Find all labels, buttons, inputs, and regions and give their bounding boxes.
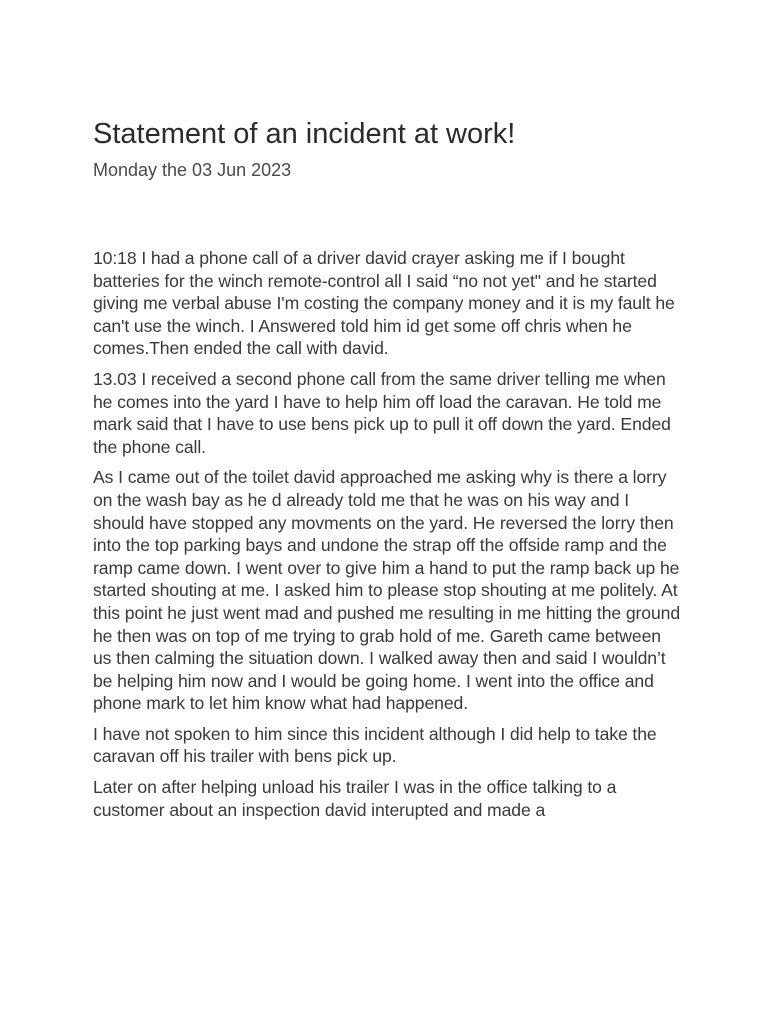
paragraph-aftermath: I have not spoken to him since this incident although I did help to take the caravan off his trailer with bens pick up.: [93, 723, 657, 767]
document-body: [93, 247, 683, 829]
document-title: Statement of an incident at work!: [93, 118, 516, 150]
paragraph-first-call: 10:18 I had a phone call of a driver david crayer asking me if I bought batteries for the winch remote-control all I said “no not yet" and he started giving me verbal abuse I'm costing the company money and it is my fault he can't use the winch. I Answered told him id get some off chris when he comes.Then ended the call with david.: [93, 248, 675, 359]
paragraph-second-call: 13.03 I received a second phone call from the same driver telling me when he comes into the yard I have to help him off load the caravan. He told me mark said that I have to use bens pick up to pull it off down the yard. Ended the phone call.: [93, 368, 671, 457]
document-date: Monday the 03 Jun 2023: [93, 160, 292, 180]
paragraph-office: Later on after helping unload his trailer I was in the office talking to a customer about an inspection david interupted and made a: [93, 777, 617, 820]
paragraph-incident: As I came out of the toilet david approached me asking why is there a lorry on the wash bay as he d already told me that he was on his way and I should have stopped any movments on the yard. He reversed the lorry then into the top parking bays and undone the strap off the offside ramp and the ramp came down. I went over to give him a hand to put the ramp back up he started shouting at me. I asked him to please stop shouting at me politely. At this point he just went mad and pushed me resulting in me hitting the ground he then was on top of me trying to grab hold of me. Gareth came between us then calming the situation down. I walked away then and said I wouldn’t be helping him now and I would be going home. I went into the office and phone mark to let him know what had happened.: [93, 467, 681, 714]
